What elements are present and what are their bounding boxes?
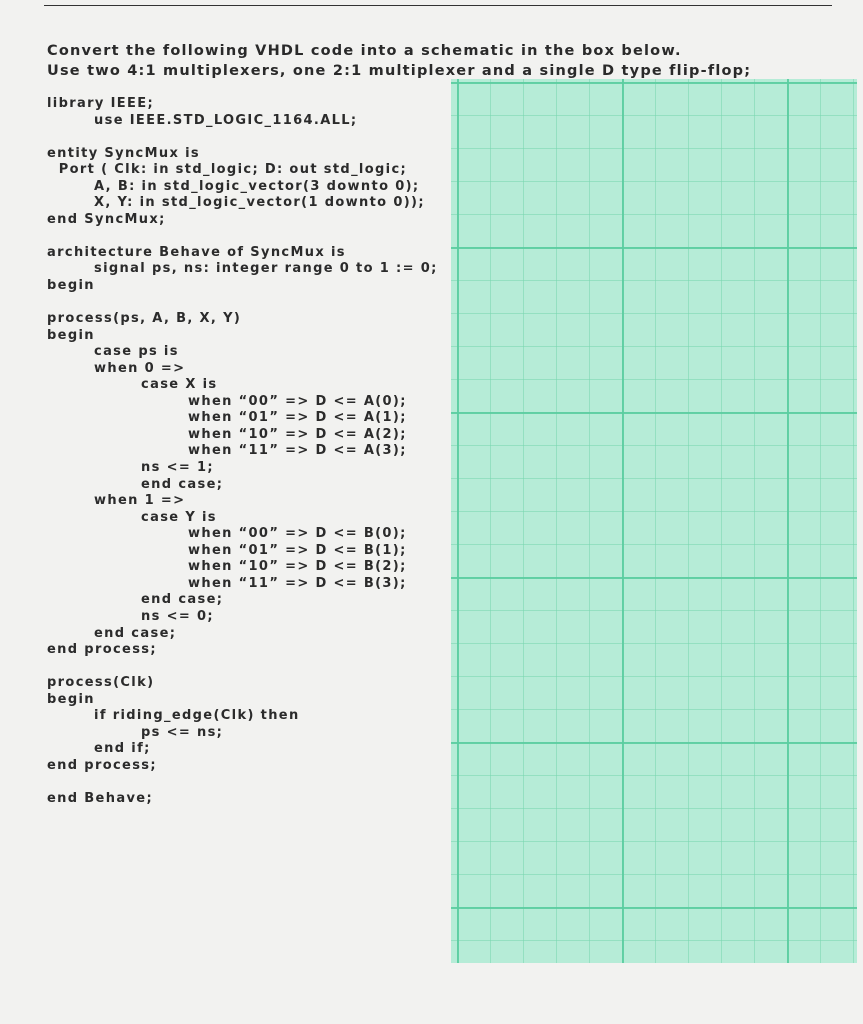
schematic-grid-box[interactable] [451, 79, 857, 963]
code-line: case ps is [47, 344, 179, 360]
instructions [47, 41, 751, 81]
code-line: end SyncMux; [47, 211, 166, 227]
code-line: begin [47, 691, 95, 707]
code-line: end case; [47, 592, 224, 608]
code-line: ps <= ns; [47, 724, 224, 740]
code-line: library IEEE; [47, 96, 155, 111]
code-line [47, 228, 438, 245]
code-line: end case; [47, 476, 224, 492]
code-line: when 0 => [47, 360, 186, 376]
code-line: Port ( Clk: in std_logic; D: out std_logic; [47, 162, 408, 178]
code-line: when “00” => D <= A(0); [47, 393, 407, 409]
code-line: when “01” => D <= B(1); [47, 542, 407, 558]
code-line: signal ps, ns: integer range 0 to 1 := 0; [47, 261, 438, 277]
code-line: entity SyncMux is [47, 145, 201, 161]
code-line: begin [47, 327, 95, 343]
code-line: end if; [47, 741, 151, 757]
code-line: use IEEE.STD_LOGIC_1164.ALL; [47, 112, 358, 128]
instruction-line-2: Use two 4:1 multiplexers, one 2:1 multiplexer and a single D type flip-flop; [47, 63, 752, 79]
code-line: when “11” => D <= B(3); [47, 575, 407, 591]
code-line: case Y is [47, 509, 217, 525]
code-line: when “00” => D <= B(0); [47, 526, 407, 542]
code-line: when “10” => D <= B(2); [47, 559, 407, 575]
code-line: X, Y: in std_logic_vector(1 downto 0)); [47, 195, 425, 211]
code-line [47, 295, 438, 312]
code-line: process(Clk) [47, 675, 155, 691]
code-line: end process; [47, 757, 157, 773]
code-line: end case; [47, 625, 177, 641]
vhdl-code-listing [47, 96, 438, 808]
code-line: when “01” => D <= A(1); [47, 410, 407, 426]
code-line: when 1 => [47, 493, 186, 509]
code-line: A, B: in std_logic_vector(3 downto 0); [47, 178, 420, 194]
top-rule [44, 5, 832, 6]
code-line: end Behave; [47, 790, 153, 806]
code-line: when “11” => D <= A(3); [47, 443, 407, 459]
instruction-line-1: Convert the following VHDL code into a schematic in the box below. [47, 43, 682, 59]
code-line: case X is [47, 377, 218, 393]
code-line: process(ps, A, B, X, Y) [47, 311, 242, 327]
code-line [47, 659, 438, 676]
code-line: if riding_edge(Clk) then [47, 708, 300, 724]
code-line: end process; [47, 642, 157, 658]
code-line: begin [47, 278, 95, 294]
code-line [47, 129, 438, 146]
code-line: ns <= 0; [47, 608, 214, 624]
code-line: architecture Behave of SyncMux is [47, 244, 346, 260]
code-line [47, 774, 438, 791]
code-line: when “10” => D <= A(2); [47, 426, 407, 442]
code-line: ns <= 1; [47, 460, 214, 476]
